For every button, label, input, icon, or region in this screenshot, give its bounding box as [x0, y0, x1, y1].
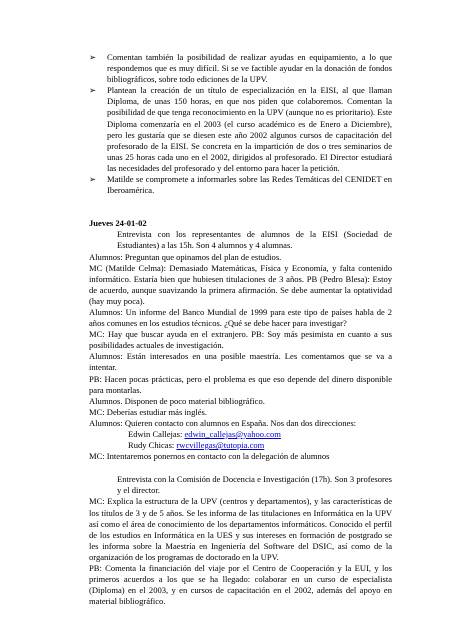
- bullet-item: [89, 52, 392, 85]
- section-intro: Entrevista con los representantes de alumnos de la EISI (Sociedad de Estudiantes) a las 15h. Son 4 alumnos y 4 alumnas.: [117, 229, 392, 251]
- arrow-bullet-icon: ➢: [89, 174, 97, 185]
- contact-line: [89, 429, 392, 440]
- section2-intro: Entrevista con la Comisión de Docencia e Investigación (17h). Son 3 profesores y el director.: [117, 474, 392, 496]
- bullet-item: [89, 85, 392, 174]
- dialogue-line: MC: Deberías estudiar más inglés.: [89, 406, 207, 417]
- dialogue-line: MC: Hay que buscar ayuda en el extranjero. PB: Soy más pesimista en cuanto a sus posibilidades actuales de investigación.: [89, 329, 392, 351]
- dialogue-line: Alumnos: Un informe del Banco Mundial de 1999 para este tipo de países habla de 2 años comunes en los estudios técnicos. ¿Qué se debe hacer para investigar?: [89, 306, 392, 329]
- dialogue-line: Alumnos: Preguntan que opinamos del plan de estudios.: [89, 251, 282, 262]
- spacer: [89, 462, 392, 474]
- dialogue-line: MC: Explica la estructura de la UPV (centros y departamentos), y las características de los títulos de 3 y de 5 años. Se les informa de las titulaciones en Informática en la UPV así como el área de conocimiento de los departamentos informáticos. Conocido el perfil de los estudios en Informática en la UES y sus intereses en formación de postgrado se les informa sobre la Maestría en Ingeniería del Software del DSIC, así como de la organización de los programas de doctorado en la UPV.: [89, 496, 392, 562]
- dialogue-line: Alumnos: Quieren contacto con alumnos en España. Nos dan dos direcciones:: [89, 417, 357, 428]
- arrow-bullet-icon: ➢: [89, 85, 97, 96]
- section-heading: Jueves 24-01-02: [89, 218, 147, 229]
- closing-line: MC: Intentaremos ponernos en contacto con la delegación de alumnos: [89, 451, 330, 462]
- document-body: [89, 52, 392, 607]
- bullet-text: Matilde se compromete a informarles sobre las Redes Temáticas del CENIDET en Iberoamérica.: [107, 174, 392, 196]
- bullet-text: Plantean la creación de un título de especialización en la EISI, al que llaman Diploma, de unas 150 horas, en que nos piden que colaboremos. Comentan la posibilidad de que tenga reconocimiento en la UPV (aunque no es prioritario). Este Diploma comenzaría en el 2003 (el curso académico es de Enero a Diciembre), pero les gustaría que se diesen este año 2002 algunos cursos de capacitación del profesorado de la EISI. Se concreta en la impartición de dos o tres seminarios de unas 25 horas cada uno en el 2002, dirigidos al profesorado. El Director estudiará las necesidades del profesorado y del entorno para hacer la petición.: [107, 85, 392, 173]
- bullet-text: Comentan también la posibilidad de realizar ayudas en equipamiento, a lo que respondemos que es muy difícil. Si se ve factible ayudar en la donación de fondos bibliográficos, sobre todo ediciones de la UPV.: [107, 52, 392, 85]
- email-link[interactable]: rwcvillegas@tutopia.com: [176, 440, 265, 451]
- contact-name: Rudy Chicas:: [128, 440, 175, 451]
- dialogue-line: PB: Hacen pocas prácticas, pero el problema es que eso depende del dinero disponible para montarlas.: [89, 373, 392, 395]
- contact-name: Edwin Callejas:: [128, 429, 183, 439]
- dialogue-line: Alumnos: Están interesados en una posible maestría. Les comentamos que se va a intentar.: [89, 351, 392, 373]
- dialogue-line: MC (Matilde Celma): Demasiado Matemáticas, Física y Economía, y falta contenido informático. Estaría bien que hubiesen titulaciones de 3 años. PB (Pedro Blesa): Estoy de acuerdo, aunque suavizando la primera afirmación. Se debe aumentar la optatividad (hay muy poca).: [89, 262, 392, 306]
- arrow-bullet-icon: ➢: [89, 52, 97, 62]
- dialogue-line: PB: Comenta la financiación del viaje por el Centro de Cooperación y la EUI, y los primeros acuerdos a los que se ha llegado: colaborar en un curso de especialista (Diploma) en el 2003, y en cursos de capacitación en el 2002, además del apoyo en material bibliográfico.: [89, 563, 392, 607]
- contact-line: [89, 440, 392, 451]
- email-link[interactable]: edwin_callejas@yahoo.com: [184, 429, 281, 439]
- bullet-item: [89, 174, 392, 196]
- spacer: [89, 196, 392, 218]
- dialogue-line: Alumnos. Disponen de poco material bibliográfico.: [89, 395, 265, 406]
